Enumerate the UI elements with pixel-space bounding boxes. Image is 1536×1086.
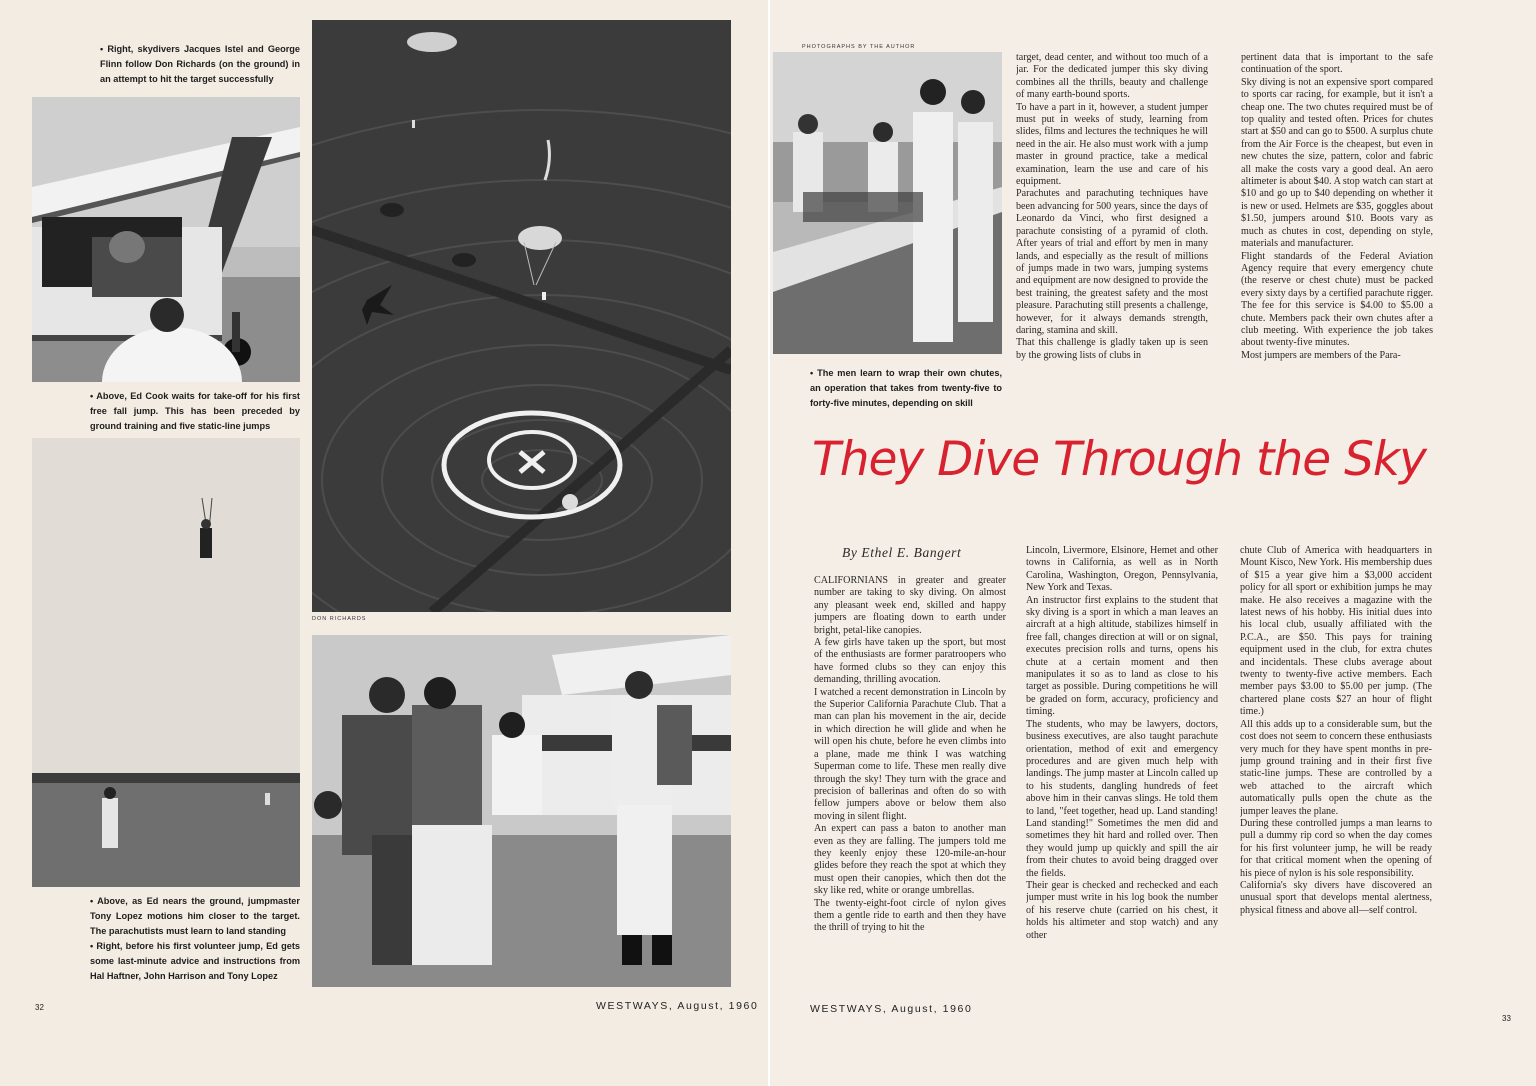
top-column-2 [1241,52,1433,402]
byline: By Ethel E. Bangert [842,545,962,560]
page-number-right: 33 [1502,1014,1511,1023]
parachutist-photo [32,438,300,887]
right-page [770,0,1536,1086]
headline: They Dive Through the Sky [812,432,1426,487]
target-aerial-photo [312,20,731,612]
top-column-1-text: target, dead center, and without too much of a jar. For the dedicated jumper this sky diving combines all the thrills, beauty and challenge of many earth-bound sports. To have a part in it, however, a student jumper must put in weeks of study, learning from slides, films and lectures the techniques he will need in the air. He also must work with a jump master in ground practice, take a medical examination, learn the use and care of his equipment. Parachutes and parachuting techniques have been advancing for 500 years, since the days of Leonardo da Vinci, who first designed a parachute consisting of a pyramid of cloth. After years of trial and effort by men in many lands, and especially as the result of millions of jumps made in two wars, jumping systems and equipment are now designed to provide the best training, the greatest safety and the most pleasure. Parachuting still presents a challenge, however, for it always demands strength, daring, stamina and skill. That this challenge is gladly taken up is seen by the growing lists of clubs in [1016,52,1208,361]
footer-right: WESTWAYS, August, 1960 [810,1003,973,1015]
jumpers-group-photo [312,635,731,987]
caption-lopez: • Above, as Ed nears the ground, jumpmaster Tony Lopez motions him closer to the target. The parachutists must learn to land standing [90,896,300,936]
chute-packing-photo [773,52,1002,354]
photo-credit-left: DON RICHARDS [312,616,367,622]
bottom-column-2 [1026,545,1218,987]
plane-photo [32,97,300,382]
bottom-column-3-text: chute Club of America with headquarters in Mount Kisco, New York. His membership dues of $15 a year give him a $3,000 accident policy for all sport or exhibition jumps he may make. He also receives a magazine with the latest news of his hobby. His initial dues into his local club, usually affiliated with the P.C.A., are $50. This pays for training equipment used in the club, for extra chutes and incidentals. These clubs average about twenty to twenty-five active members. Each member pays $3.00 to $5.00 per jump. (The chartered plane costs $27 an hour of flight time.) All this adds up to a considerable sum, but the cost does not seem to concern these enthusiasts very much for they have spent months in pre-jump ground training and in their first five static-line jumps. These are controlled by a web attached to the aircraft which automatically pulls open the chute as the jumper leaves the plane. During these controlled jumps a man learns to pull a dummy rip cord so when the day comes for his first volunteer jump, he will be ready for that critical moment when the opening of his piece of nylon is his sole responsibility. California's sky divers have discovered an unusual sport that develops mental alertness, physical fitness and above all—self control. [1240,545,1432,916]
top-column-1 [1016,52,1208,402]
bottom-column-1 [814,575,1006,987]
top-column-2-text: pertinent data that is important to the safe continuation of the sport. Sky diving is not an expensive sport compared to sports car racing, for example, but it isn't a cheap one. The two chutes required must be of top quality and tested often. Prices for chutes start at $50 and can go to $500. A surplus chute from the Air Force is the cheapest, but even in new chutes the size, pattern, color and fabric all make the costs vary a good deal. An aero altimeter is about $40. A stop watch can start at $10 and go up to $40 depending on whether it is new or used. Helmets are $35, goggles about $1.50, jumpers around $10. Boots vary as much as chutes in cost, depending on style, materials and manufacturer. Flight standards of the Federal Aviation Agency require that every emergency chute (the reserve or chest chute) must be packed every sixty days by a certified parachute rigger. The fee for this service is $4.00 to $5.00 a chute. Members pack their own chutes after a club meeting. With experience the job takes about twenty-five minutes. Most jumpers are members of the Para- [1241,52,1433,361]
photo-credit-right: PHOTOGRAPHS BY THE AUTHOR [802,44,916,50]
caption-ed-cook: • Above, Ed Cook waits for take-off for his first free fall jump. This has been preceded by ground training and five static-line jumps [90,391,300,431]
bottom-column-3 [1240,545,1432,987]
bottom-column-1-text: CALIFORNIANS in greater and greater number are taking to sky diving. On almost any pleasant week end, skilled and happy jumpers are floating down to earth under bright, petal-like canopies. A few girls have taken up the sport, but most of the enthusiasts are former paratroopers who have formed clubs so they can enjoy this demanding, thrilling avocation. I watched a recent demonstration in Lincoln by the Superior California Parachute Club. That a man can plan his movement in the air, decide in which direction he will glide and when he will open his chute, before he even climbs into a plane, made me think I was watching Superman come to life. These men really dive through the sky! They turn with the grace and precision of ballerinas and often do so with fellow jumpers above or below them also moving in silent flight. An expert can pass a baton to another man even as they are falling. The jumpers told me they keenly enjoy these 120-mile-an-hour glides before they reach the spot at which they must open their canopies, which then dot the sky like red, white or orange umbrellas. The twenty-eight-foot circle of nylon gives them a gentle ride to earth and then they have the thrill of trying to hit the [814,575,1006,934]
bottom-column-2-text: Lincoln, Livermore, Elsinore, Hemet and other towns in California, as well as in North Carolina, Washington, Oregon, Pennsylvania, New York and Texas. An instructor first explains to the student that sky diving is a sport in which a man leaves an aircraft at a high altitude, stabilizes himself in free fall, changes direction at will or on signal, executes precision rolls and turns, opens his chute at a certain moment and then manipulates it so as to land as close to his target as possible. During competitions he will be graded on form, accuracy, proficiency and timing. The students, who may be lawyers, doctors, business executives, are also taught parachute orientation, method of exit and emergency procedures and are given much help with landings. The jump master at Lincoln called up to his students, dangling hundreds of feet above him in their canvas slings. He told them to land, "feet together, head up. Land standing! Land standing!" Sometimes the men did and sometimes they hit hard and rolled over. Then they would jump up quickly and spill the air from their chutes to avoid being dragged over the fields. Their gear is checked and rechecked and each jumper must write in his log book the number of his reserve chute (carried on his chest, it holds his altimeter and stop watch) and any other [1026,545,1218,941]
caption-top-right: • Right, skydivers Jacques Istel and George Flinn follow Don Richards (on the ground) in an attempt to hit the target successfully [100,44,300,84]
footer-left: WESTWAYS, August, 1960 [596,1000,759,1012]
chute-photo-caption: • The men learn to wrap their own chutes, an operation that takes from twenty-five to forty-five minutes, depending on skill [810,368,1002,408]
caption-advice: • Right, before his first volunteer jump, Ed gets some last-minute advice and instructions from Hal Haftner, John Harrison and Tony Lopez [90,941,300,981]
page-number-left: 32 [35,1003,44,1012]
